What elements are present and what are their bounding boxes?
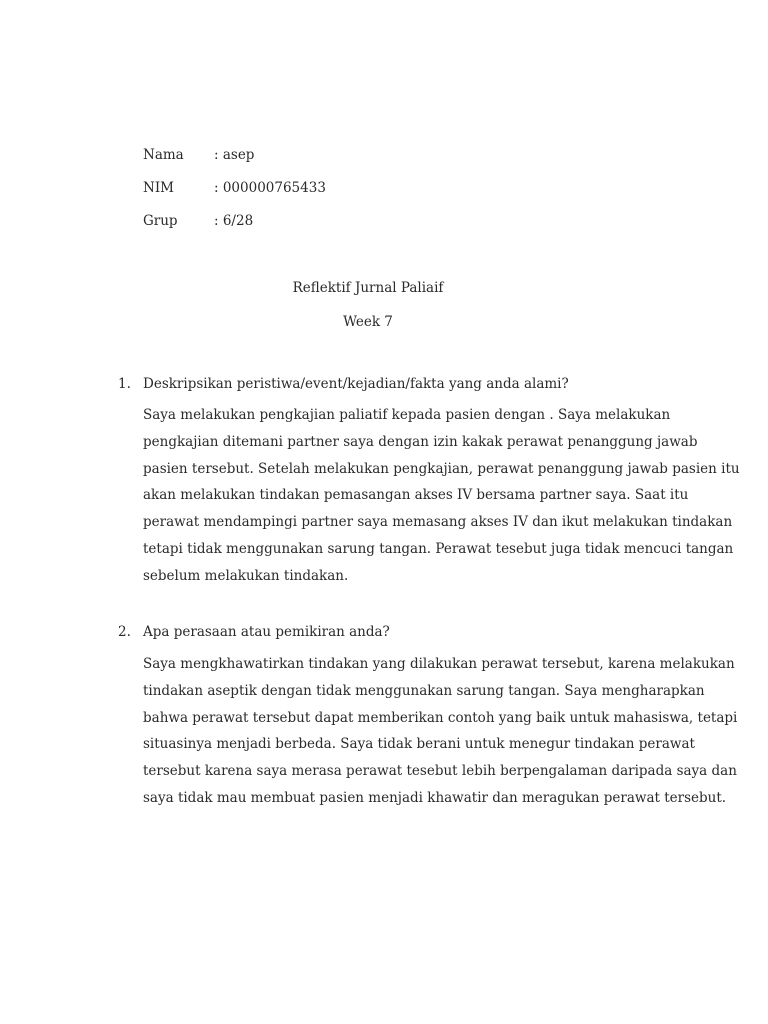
question-2 [118, 623, 390, 641]
answer-1-line: akan melakukan tindakan pemasangan akses IV bersama partner saya. Saat itu [143, 487, 689, 504]
document-subtitle: Week 7 [343, 314, 393, 330]
info-row-nama [143, 146, 254, 164]
document-title: Reflektif Jurnal Paliaif [292, 280, 444, 296]
answer-1-line: tetapi tidak menggunakan sarung tangan. Perawat tesebut juga tidak mencuci tangan [143, 540, 734, 557]
grup-value: : 6/28 [214, 213, 254, 229]
answer-1-line: perawat mendampingi partner saya memasang akses IV dan ikut melakukan tindakan [143, 514, 733, 531]
answer-1-line: sebelum melakukan tindakan. [143, 567, 349, 584]
answer-2-line: tersebut karena saya merasa perawat tesebut lebih berpengalaman daripada saya dan [143, 763, 737, 780]
nama-value: : asep [214, 147, 255, 163]
answer-2-line: bahwa perawat tersebut dapat memberikan contoh yang baik untuk mahasiswa, tetapi [143, 709, 738, 726]
answer-2 [143, 651, 738, 812]
answer-1-line: Saya melakukan pengkajian paliatif kepada pasien dengan . Saya melakukan [143, 407, 671, 423]
question-2-text: Apa perasaan atau pemikiran anda? [143, 624, 390, 640]
nama-label: Nama [143, 147, 184, 163]
grup-label: Grup [143, 213, 178, 229]
answer-1-line: pengkajian ditemani partner saya dengan izin kakak perawat penanggung jawab [143, 433, 698, 450]
nim-value: : 000000765433 [214, 180, 326, 196]
nim-label: NIM [143, 180, 174, 196]
question-1-text: Deskripsikan peristiwa/event/kejadian/fakta yang anda alami? [143, 376, 569, 392]
answer-1 [143, 402, 740, 590]
answer-1-line: pasien tersebut. Setelah melakukan pengkajian, perawat penanggung jawab pasien itu [143, 460, 740, 477]
info-row-nim [143, 179, 326, 197]
question-1-number: 1. [118, 376, 131, 392]
question-1 [118, 375, 569, 393]
answer-2-line: tindakan aseptik dengan tidak menggunakan sarung tangan. Saya mengharapkan [143, 682, 705, 699]
answer-2-line: Saya mengkhawatirkan tindakan yang dilakukan perawat tersebut, karena melakukan [143, 656, 735, 672]
answer-2-line: saya tidak mau membuat pasien menjadi khawatir dan meragukan perawat tersebut. [143, 789, 727, 806]
info-row-grup [143, 212, 253, 230]
question-2-number: 2. [118, 624, 131, 640]
answer-2-line: situasinya menjadi berbeda. Saya tidak berani untuk menegur tindakan perawat [143, 736, 695, 753]
